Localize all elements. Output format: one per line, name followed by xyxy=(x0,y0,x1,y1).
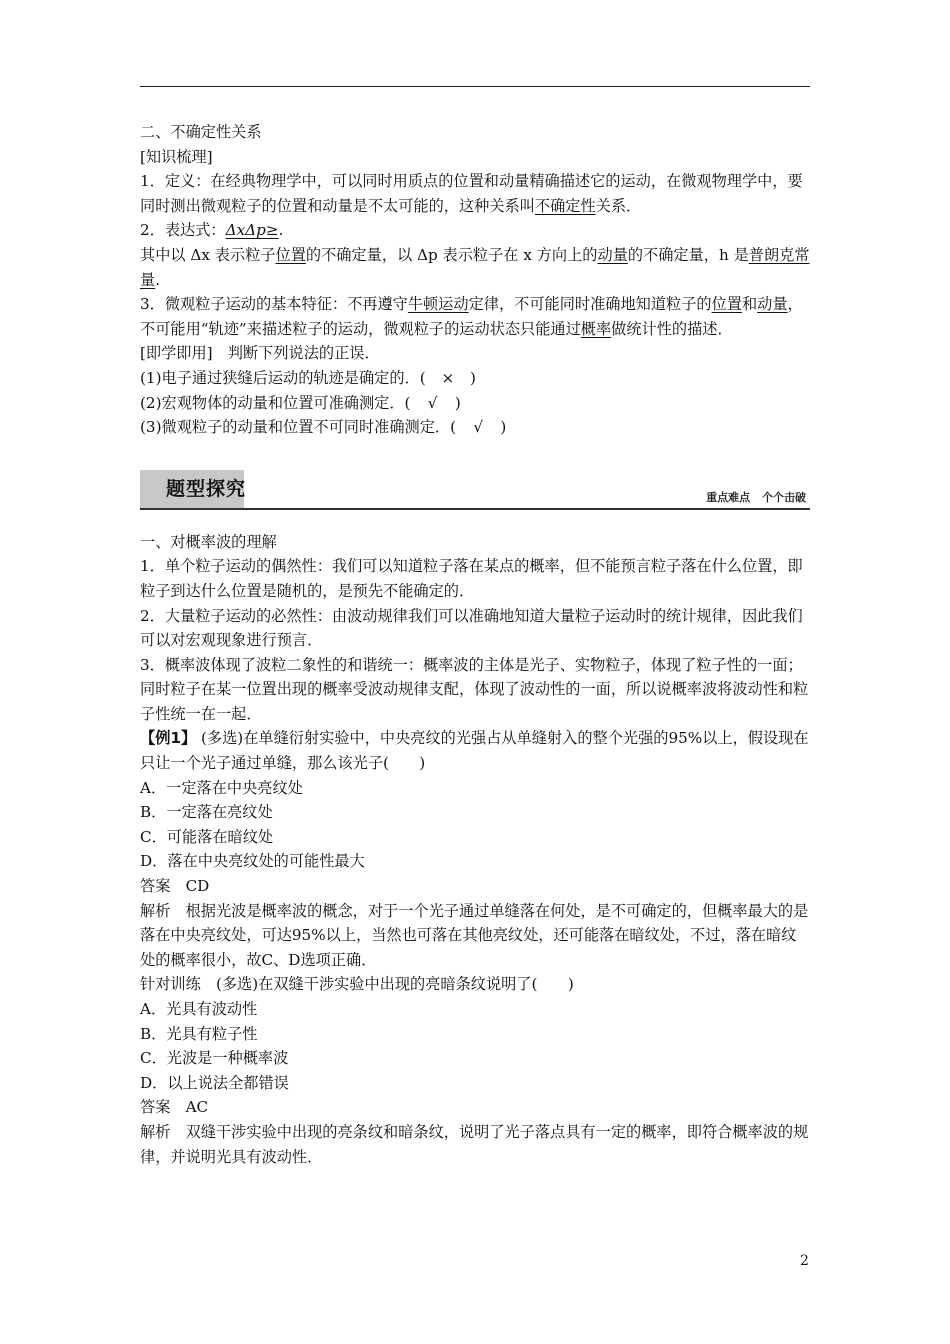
features-paragraph: 3．微观粒子运动的基本特征：不再遵守牛顿运动定律，不可能同时准确地知道粒子的位置和动量，不可能用“轨迹”来描述粒子的运动，微观粒子的运动状态只能通过概率做统计性的描述． xyxy=(140,295,803,338)
cross-mark: × xyxy=(441,368,455,387)
banner-tag: 重点难点 个个击破 xyxy=(706,490,806,504)
page-content xyxy=(140,120,810,1169)
fill-blank: 位置 xyxy=(275,245,306,264)
knowledge-tag: [知识梳理] xyxy=(140,147,213,166)
judge-item-3: (3)微观粒子的动量和位置不可同时准确测定．( √ ) xyxy=(140,415,810,440)
example-1-answer: 答案 CD xyxy=(140,877,210,896)
symbols-paragraph: 其中以 Δx 表示粒子位置的不确定量，以 Δp 表示粒子在 x 方向上的动量的不确定量，h 是普朗克常量. xyxy=(140,245,810,289)
point-2: 2．大量粒子运动的必然性：由波动规律我们可以准确地知道大量粒子运动时的统计规律，因此我们可以对宏观现象进行预言． xyxy=(140,606,803,650)
training-stem: 针对训练 (多选)在双缝干涉实验中出现的亮暗条纹说明了( ) xyxy=(140,975,574,994)
example-1-analysis: 解析 根据光波是概率波的概念，对于一个光子通过单缝落在何处，是不可确定的，但概率最大的是落在中央亮纹处，可达95%以上，当然也可落在其他亮纹处，还可能落在暗纹处，不过，落在暗纹处的概率很小，故C、D选项正确． xyxy=(140,901,809,969)
training-option-c: C．光波是一种概率波 xyxy=(140,1049,289,1068)
check-mark: √ xyxy=(427,393,438,412)
example-1-option-b: B．一定落在亮纹处 xyxy=(140,803,273,822)
training-analysis: 解析 双缝干涉实验中出现的亮条纹和暗条纹，说明了光子落点具有一定的概率，即符合概率波的规律，并说明光具有波动性． xyxy=(140,1122,809,1166)
fill-blank: 动量 xyxy=(757,295,788,314)
fill-blank: 牛顿运动 xyxy=(407,295,469,314)
training-answer: 答案 AC xyxy=(140,1098,209,1117)
header-rule xyxy=(140,86,810,87)
fill-blank: 位置 xyxy=(711,295,742,314)
apply-tag: [即学即用] 判断下列说法的正误． xyxy=(140,344,380,363)
formula-blank: ΔxΔp≥ xyxy=(225,221,279,240)
example-1-option-a: A．一定落在中央亮纹处 xyxy=(140,778,303,797)
example-1-option-d: D．落在中央亮纹处的可能性最大 xyxy=(140,852,365,871)
banner-title: 题型探究 xyxy=(166,477,247,500)
training-option-b: B．光具有粒子性 xyxy=(140,1024,258,1043)
judge-item-2: (2)宏观物体的动量和位置可准确测定．( √ ) xyxy=(140,391,810,416)
section-heading-uncertainty: 二、不确定性关系 xyxy=(140,123,262,141)
point-3: 3．概率波体现了波粒二象性的和谐统一：概率波的主体是光子、实物粒子，体现了粒子性的一面；同时粒子在某一位置出现的概率受波动规律支配，体现了波动性的一面，所以说概率波将波动性和粒子性统一在一起． xyxy=(140,655,809,723)
fill-blank: 不确定性 xyxy=(534,196,596,215)
example-1-option-c: C．可能落在暗纹处 xyxy=(140,827,274,846)
page-number: 2 xyxy=(800,1253,809,1269)
check-mark: √ xyxy=(473,418,484,437)
definition-paragraph: 1．定义：在经典物理学中，可以同时用质点的位置和动量精确描述它的运动，在微观物理学中，要同时测出微观粒子的位置和动量是不太可能的，这种关系叫不确定性关系． xyxy=(140,172,803,215)
fill-blank: 普朗克常量 xyxy=(140,245,810,289)
training-option-d: D．以上说法全都错误 xyxy=(140,1073,289,1092)
section-banner xyxy=(140,470,810,510)
banner-rule xyxy=(140,508,810,510)
expression-paragraph: 2．表达式：ΔxΔp≥. xyxy=(140,221,284,240)
point-1: 1．单个粒子运动的偶然性：我们可以知道粒子落在某点的概率，但不能预言粒子落在什么位置，即粒子到达什么位置是随机的，是预先不能确定的． xyxy=(140,557,803,600)
judge-item-1: (1)电子通过狭缝后运动的轨迹是确定的．( × ) xyxy=(140,366,810,391)
example-1-stem: 【例1】 (多选)在单缝衍射实验中，中央亮纹的光强占从单缝射入的整个光强的95%以上，假设现在只让一个光子通过单缝，那么该光子( ) xyxy=(140,729,809,773)
section-heading-probability-wave: 一、对概率波的理解 xyxy=(140,532,277,551)
training-option-a: A．光具有波动性 xyxy=(140,1000,258,1018)
fill-blank: 概率 xyxy=(580,319,612,338)
example-label: 【例1】 xyxy=(140,729,197,748)
fill-blank: 动量 xyxy=(597,245,628,264)
